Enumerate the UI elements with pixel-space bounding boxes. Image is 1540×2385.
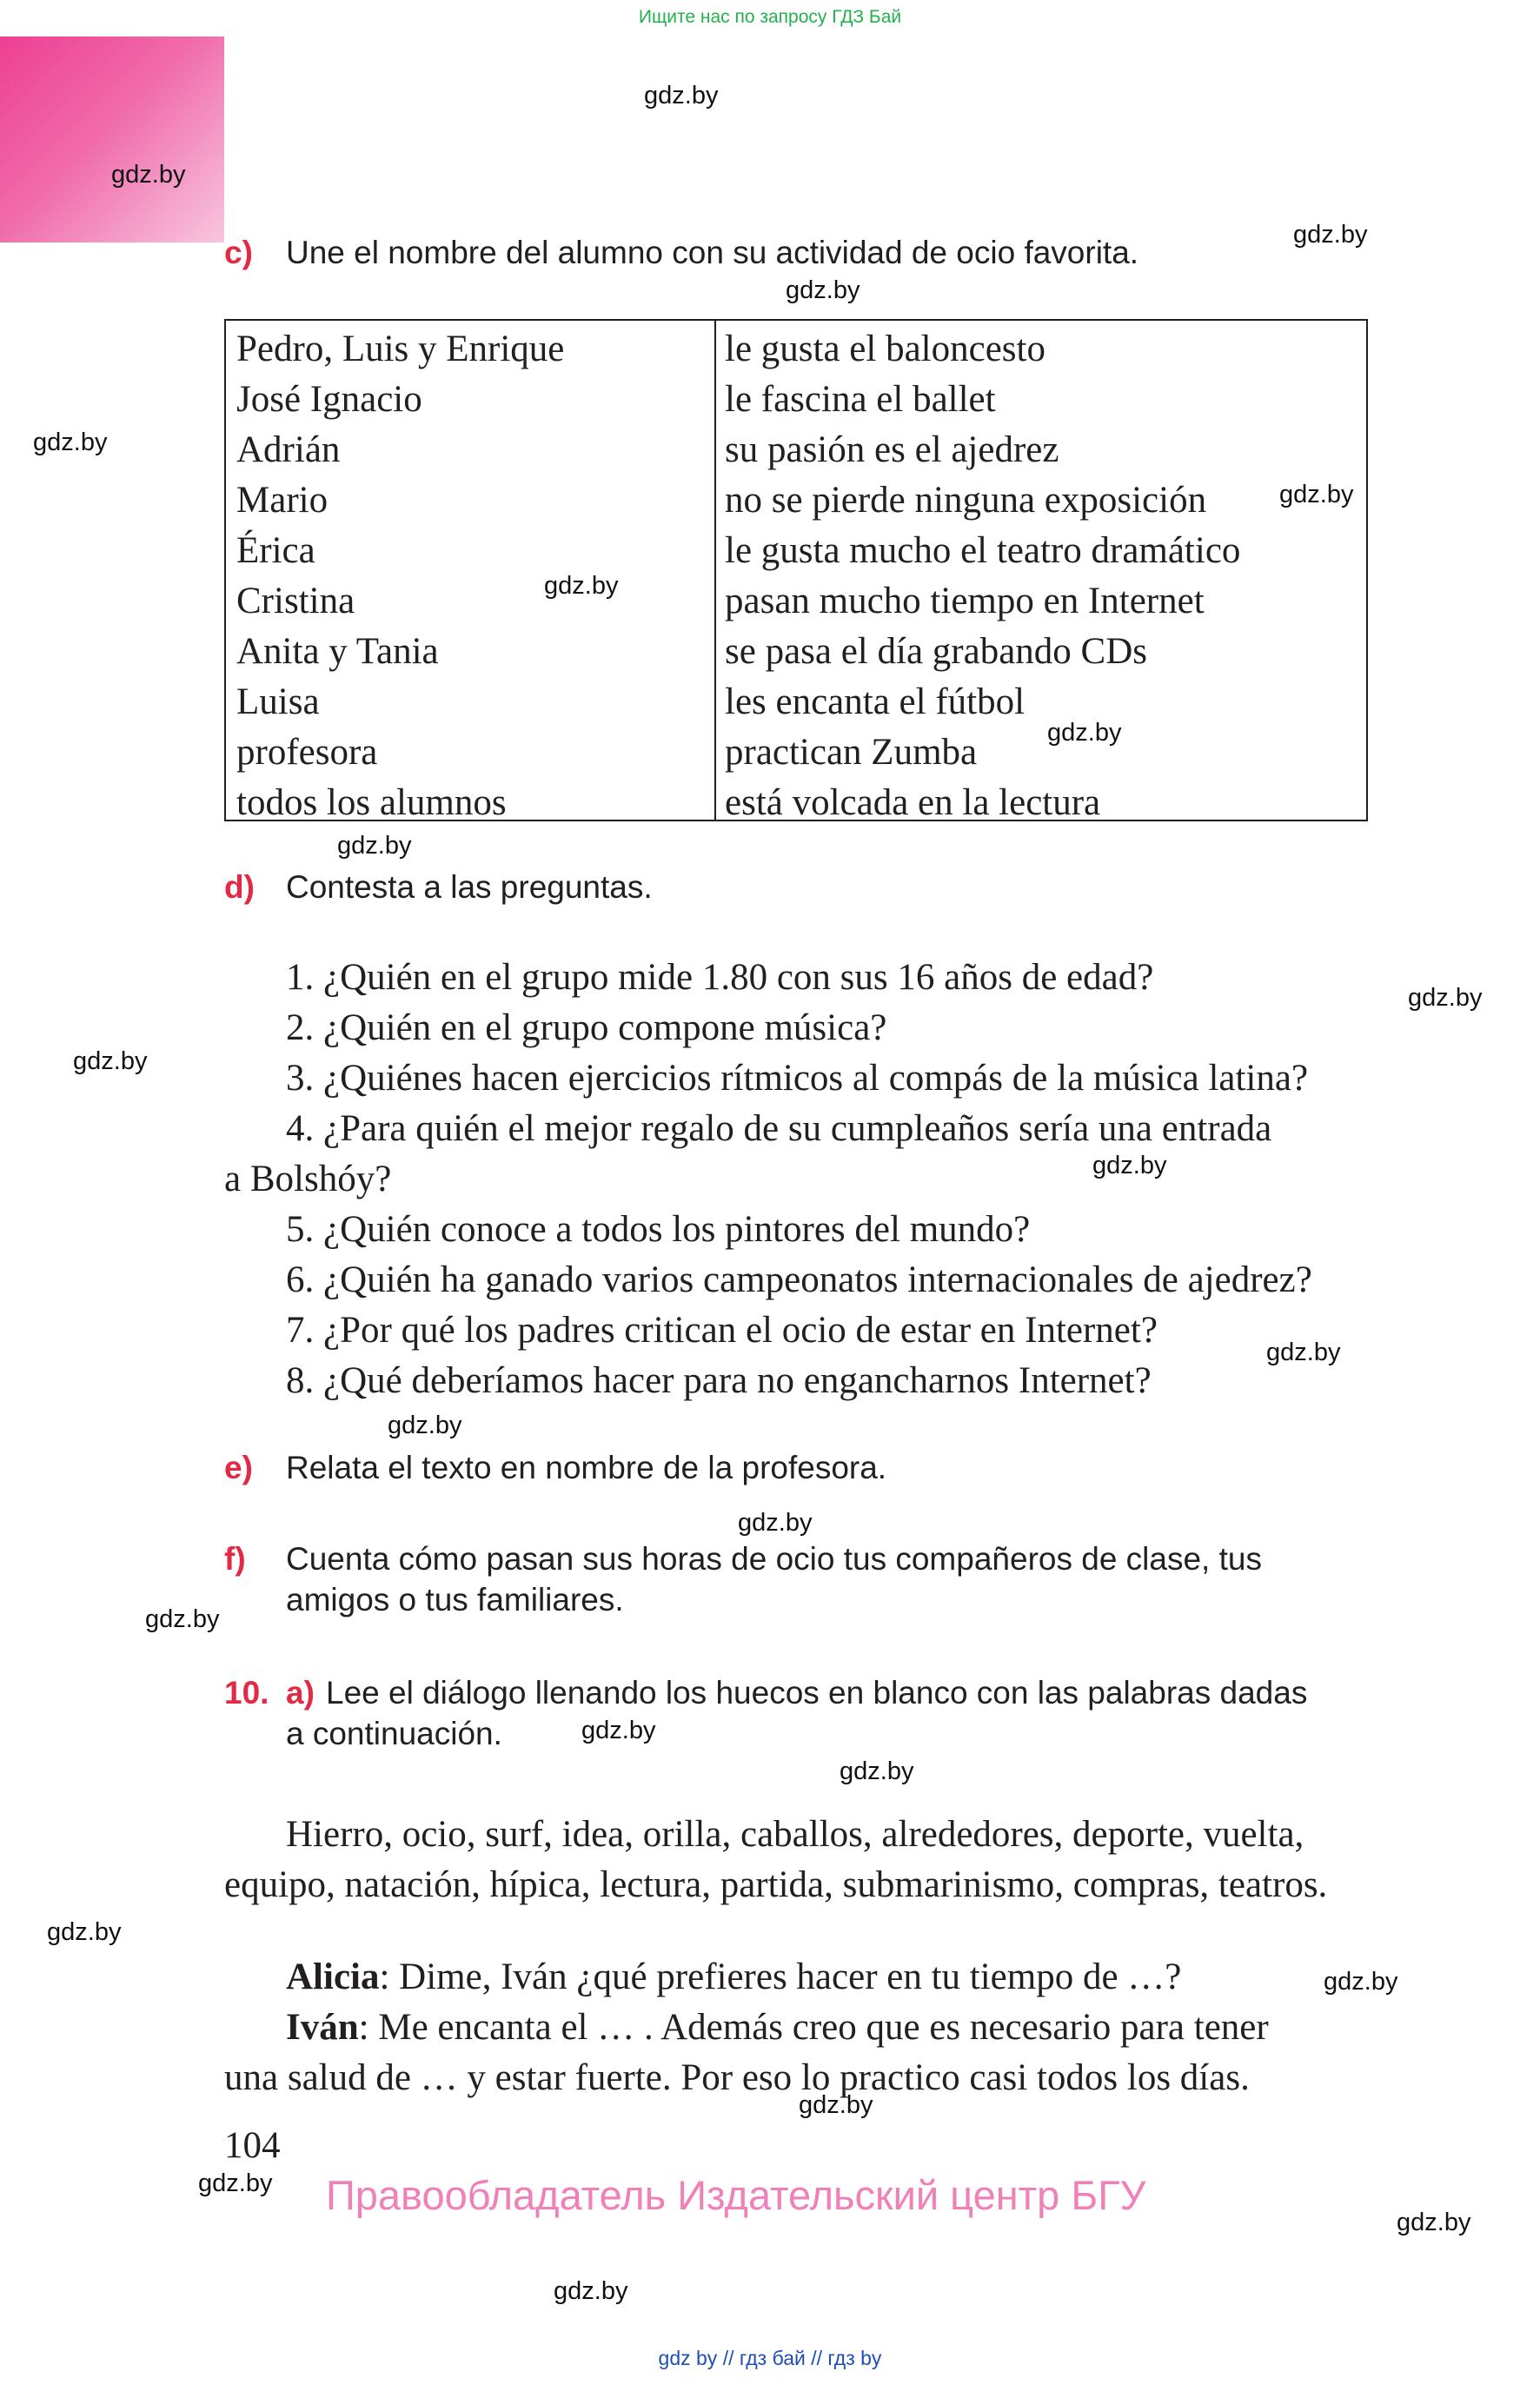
student-name: Adrián: [236, 429, 341, 470]
watermark: gdz.by: [33, 429, 108, 456]
watermark: gdz.by: [1266, 1339, 1341, 1366]
question: 5. ¿Quién conoce a todos los pintores del mundo?: [286, 1209, 1031, 1250]
dialogue-text: : Me encanta el … . Además creo que es necesario para tener: [358, 2007, 1269, 2048]
dialogue-line: [286, 1956, 1181, 1998]
page-number: 104: [224, 2125, 281, 2166]
bottom-links-line: gdz by // гдз бай // гдз by: [658, 2347, 882, 2369]
watermark: gdz.by: [581, 1717, 656, 1744]
student-name: todos los alumnos: [236, 782, 507, 823]
speaker-name: Alicia: [286, 1956, 380, 1997]
watermark: gdz.by: [554, 2277, 628, 2305]
activity: le gusta mucho el teatro dramático: [725, 530, 1241, 571]
names-column: [236, 324, 564, 828]
student-name: profesora: [236, 732, 378, 773]
section-f-label: f): [224, 1541, 246, 1577]
dialogue-continuation: una salud de … y estar fuerte. Por eso lo practico casi todos los días.: [224, 2057, 1250, 2098]
section-c-label: c): [224, 235, 253, 270]
watermark: gdz.by: [799, 2091, 873, 2119]
activity: no se pierde ninguna exposición: [725, 480, 1207, 521]
matching-table: [224, 319, 1368, 821]
activity: practican Zumba: [725, 732, 978, 773]
watermark: gdz.by: [644, 82, 719, 110]
question: 3. ¿Quiénes hacen ejercicios rítmicos al compás de la música latina?: [286, 1058, 1309, 1099]
question: 6. ¿Quién ha ganado varios campeonatos internacionales de ajedrez?: [286, 1259, 1312, 1300]
watermark: gdz.by: [1397, 2209, 1471, 2236]
word-bank-line: Hierro, ocio, surf, idea, orilla, caballos, alrededores, deporte, vuelta,: [286, 1814, 1304, 1855]
watermark: gdz.by: [544, 572, 619, 600]
copyright-notice: Правообладатель Издательский центр БГУ: [326, 2172, 1146, 2218]
watermark: gdz.by: [111, 161, 186, 189]
question: 7. ¿Por qué los padres critican el ocio de estar en Internet?: [286, 1310, 1158, 1351]
student-name: Mario: [236, 480, 329, 521]
watermark: gdz.by: [47, 1918, 122, 1946]
activity: le fascina el ballet: [725, 379, 996, 420]
exercise-a-label: a): [286, 1675, 315, 1711]
watermark: gdz.by: [1047, 719, 1122, 747]
activity: le gusta el baloncesto: [725, 329, 1045, 369]
watermark: gdz.by: [1324, 1968, 1398, 1996]
top-banner: Ищите нас по запросу ГДЗ Бай: [638, 7, 902, 27]
section-e-instruction: Relata el texto en nombre de la profesora.: [286, 1450, 887, 1485]
activity: se pasa el día grabando CDs: [725, 631, 1147, 672]
activity: pasan mucho tiempo en Internet: [725, 581, 1205, 621]
question: 2. ¿Quién en el grupo compone música?: [286, 1007, 887, 1048]
watermark: gdz.by: [1408, 984, 1483, 1012]
watermark: gdz.by: [73, 1047, 148, 1075]
watermark: gdz.by: [786, 276, 860, 304]
student-name: Érica: [236, 530, 315, 571]
question-continuation: a Bolshóy?: [224, 1159, 392, 1199]
exercise-instruction: Lee el diálogo llenando los huecos en blanco con las palabras dadas: [326, 1675, 1308, 1711]
activity: está volcada en la lectura: [725, 782, 1101, 823]
student-name: Pedro, Luis y Enrique: [236, 329, 565, 369]
watermark: gdz.by: [1279, 481, 1354, 508]
section-e-label: e): [224, 1450, 253, 1485]
activities-column: [725, 324, 1240, 828]
section-d-instruction: Contesta a las preguntas.: [286, 869, 653, 905]
question: 8. ¿Qué deberíamos hacer para no engancharnos Internet?: [286, 1360, 1152, 1401]
section-f-instruction-cont: amigos o tus familiares.: [286, 1582, 624, 1618]
word-bank-line: equipo, natación, hípica, lectura, partida, submarinismo, compras, teatros.: [224, 1864, 1328, 1905]
section-c-instruction: Une el nombre del alumno con su actividad de ocio favorita.: [286, 235, 1139, 270]
watermark: gdz.by: [1092, 1152, 1167, 1179]
section-d-label: d): [224, 869, 255, 905]
student-name: José Ignacio: [236, 379, 422, 420]
activity: les encanta el fútbol: [725, 681, 1026, 722]
watermark: gdz.by: [738, 1509, 813, 1537]
student-name: Luisa: [236, 681, 320, 722]
watermark: gdz.by: [337, 832, 412, 860]
watermark: gdz.by: [388, 1412, 462, 1439]
activity: su pasión es el ajedrez: [725, 429, 1059, 470]
watermark: gdz.by: [145, 1605, 220, 1633]
table-divider: [714, 321, 716, 820]
watermark: gdz.by: [840, 1757, 914, 1785]
watermark: gdz.by: [198, 2169, 273, 2197]
speaker-name: Iván: [286, 2007, 359, 2048]
watermark: gdz.by: [1293, 221, 1368, 249]
exercise-number: 10.: [224, 1675, 269, 1711]
question: 1. ¿Quién en el grupo mide 1.80 con sus 16 años de edad?: [286, 957, 1154, 998]
section-f-instruction: Cuenta cómo pasan sus horas de ocio tus compañeros de clase, tus: [286, 1541, 1262, 1577]
dialogue-line: [286, 2006, 1269, 2049]
student-name: Anita y Tania: [236, 631, 439, 672]
corner-color-tab: [0, 37, 224, 242]
exercise-instruction-cont: a continuación.: [286, 1716, 502, 1751]
student-name: Cristina: [236, 581, 355, 621]
dialogue-text: : Dime, Iván ¿qué prefieres hacer en tu tiempo de …?: [379, 1956, 1182, 1997]
question: 4. ¿Para quién el mejor regalo de su cumpleaños sería una entrada: [286, 1108, 1272, 1149]
